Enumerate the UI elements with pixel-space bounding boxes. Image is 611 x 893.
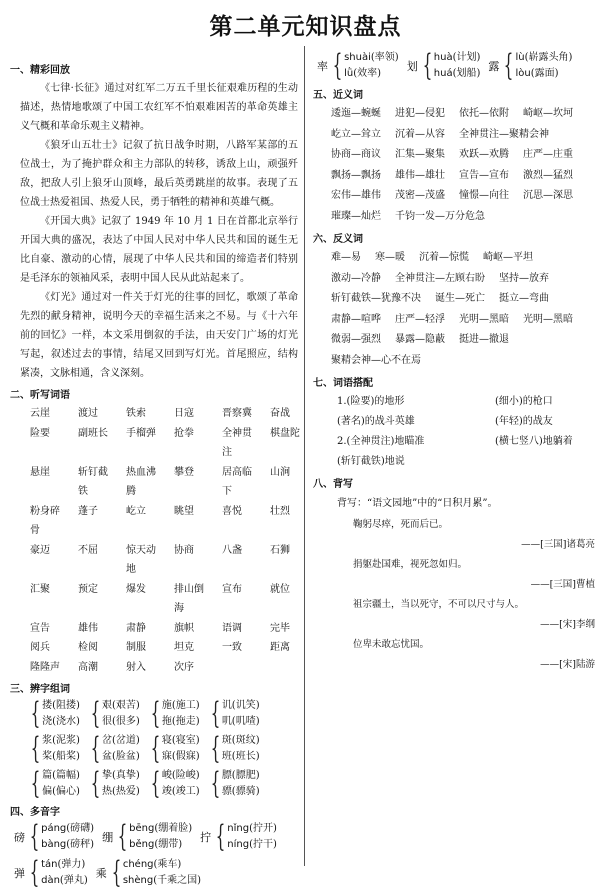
pinyin: huá <box>433 68 453 79</box>
synonym-line <box>331 125 603 146</box>
antonym-pair: 挺进—撤退 <box>459 334 509 345</box>
antonym-pair: 寒—暖 <box>375 252 405 263</box>
antonym-pair: 微弱—强烈 <box>331 334 381 345</box>
char-pair <box>206 733 260 765</box>
dictation-word: 制服 <box>126 642 146 653</box>
char-word: 斑(斑纹) <box>221 735 260 746</box>
polyphone-char: 绷 <box>102 831 114 844</box>
polyphone-reading <box>123 857 201 873</box>
dictation-word: 手榴弹 <box>126 427 156 439</box>
dictation-word: 隆隆声 <box>30 661 60 673</box>
synonym-pair: 庄严—庄重 <box>523 149 573 160</box>
char-distinguish-row <box>26 698 300 730</box>
synonym-pair: 屹立—耸立 <box>331 128 381 140</box>
char-word: 挚(真挚) <box>102 770 140 781</box>
antonym-line <box>331 269 603 290</box>
char-word: 骠(骠骑) <box>221 786 260 797</box>
polyphone-group <box>14 821 94 853</box>
antonym-list <box>331 248 603 371</box>
polyphone-word: (千乘之国) <box>153 875 202 886</box>
char-word: 桨(船桨) <box>42 751 80 762</box>
char-word: 班(班长) <box>221 751 260 762</box>
char-word: 峻(险峻) <box>161 770 200 781</box>
dictation-word: 全神贯注 <box>222 427 252 458</box>
antonym-line <box>331 351 603 372</box>
char-pair-words <box>222 768 260 800</box>
poem-line: 祖宗疆土，当以死守，不可以尺寸与人。 <box>353 599 525 610</box>
review-paragraph: 《开国大典》记叙了 1949 年 10 月 1 日在首都北京举行开国大典的盛况，表达了中国人民对中华人民共和国的诞生无比自豪、激动的心情，展现了中华人民共和国的缔造者们特别是毛泽东的领袖风采，表明中国人民从此站起来了。 <box>20 216 298 284</box>
synonym-pair: 雄伟—雄壮 <box>395 169 445 181</box>
polyphone-group <box>407 50 481 82</box>
collocation-item: (细小)的枪口 <box>495 396 553 407</box>
dictation-word: 坦克 <box>174 642 194 653</box>
pinyin: běng <box>129 839 155 850</box>
dictation-word: 爆发 <box>126 583 146 595</box>
polyphone-reading <box>434 66 481 82</box>
dictation-word: 屹立 <box>126 505 146 517</box>
char-pair-words <box>102 733 140 765</box>
page-title: 第二单元知识盘点 <box>209 13 402 40</box>
brace-symbol: { <box>29 819 40 854</box>
collocation-list <box>337 392 603 472</box>
polyphone-word: (划船) <box>452 68 481 79</box>
polyphone-word: (绷着脸) <box>154 823 193 834</box>
char-word: 搂(阻搂) <box>42 700 80 711</box>
polyphone-reading <box>41 857 88 873</box>
synonym-pair: 汇集—聚集 <box>395 149 445 160</box>
antonym-pair: 斩钉截铁—犹豫不决 <box>331 293 421 304</box>
synonym-pair: 逶迤—蜿蜒 <box>331 108 381 119</box>
pinyin: páng <box>41 823 67 834</box>
pinyin: nǐng <box>227 823 250 834</box>
polyphone-reading <box>344 50 399 66</box>
polyphone-readings <box>41 857 88 889</box>
char-pair <box>26 698 80 730</box>
dictation-word: 石狮 <box>270 544 290 556</box>
polyphone-readings <box>123 857 201 889</box>
polyphone-readings <box>227 821 277 853</box>
polyphone-char: 弹 <box>14 867 25 880</box>
polyphone-group <box>200 821 277 853</box>
polyphone-row <box>317 50 603 82</box>
dictation-word: 悬崖 <box>30 466 50 478</box>
polyphone-group <box>488 50 572 82</box>
dictation-word: 山涧 <box>270 466 290 478</box>
synonym-pair: 崎岖—坎坷 <box>523 108 573 119</box>
poem-line: 捐躯赴国难，视死忽如归。 <box>353 559 468 570</box>
synonym-pair: 璀璨—灿烂 <box>331 210 381 222</box>
char-pair-words <box>42 733 80 765</box>
dictation-word: 日寇 <box>174 408 194 419</box>
dictation-word: 渡过 <box>78 408 98 419</box>
dictation-word: 就位 <box>270 583 290 595</box>
char-pair <box>86 733 140 765</box>
char-word: 岔(岔道) <box>102 735 140 746</box>
dictation-word: 宣告 <box>30 622 50 634</box>
pinyin: chéng <box>122 859 154 870</box>
collocation-item: (横七竖八)地躺着 <box>495 436 573 447</box>
dictation-word: 射入 <box>126 661 146 673</box>
char-pair <box>86 768 140 800</box>
dictation-word: 不屈 <box>78 544 98 556</box>
polyphone-reading <box>41 873 88 889</box>
polyphone-reading <box>41 837 94 853</box>
brace-symbol: { <box>150 731 161 766</box>
pinyin: huà <box>433 52 453 63</box>
synonym-pair: 沉思—深思 <box>523 190 573 201</box>
polyphone-readings <box>434 50 481 82</box>
dictation-word: 高潮 <box>78 661 98 673</box>
polyphone-char: 率 <box>317 60 328 73</box>
char-word: 热(热爱) <box>102 786 140 797</box>
pinyin: tán <box>41 859 58 870</box>
dictation-word: 语调 <box>222 622 242 634</box>
polyphone-char: 拧 <box>200 831 212 844</box>
char-word: 很(很多) <box>102 716 140 727</box>
section-heading-recite: 八、背写 <box>313 479 353 490</box>
char-word: 寐(假寐) <box>161 751 200 762</box>
polyphone-reading <box>516 50 573 66</box>
collocation-item: 1.(险要)的地形 <box>337 396 405 407</box>
antonym-pair: 激动—冷静 <box>331 272 381 284</box>
char-pair <box>146 733 200 765</box>
char-word: 浇(浇水) <box>42 716 80 727</box>
dictation-word: 一致 <box>222 642 242 653</box>
dictation-word: 惊天动地 <box>126 544 156 575</box>
polyphone-word: (率领) <box>370 52 399 63</box>
dictation-word: 汇聚 <box>30 583 50 595</box>
char-word: 浆(泥浆) <box>42 735 80 746</box>
dictation-word: 居高临下 <box>222 466 252 497</box>
polyphone-readings <box>41 821 94 853</box>
synonym-line <box>331 145 603 166</box>
polyphone-word: (拧开) <box>249 823 277 834</box>
brace-symbol: { <box>332 48 343 83</box>
dictation-word: 奋战 <box>270 408 290 419</box>
char-pair-words <box>42 698 80 730</box>
char-word: 盆(脸盆) <box>102 751 140 762</box>
polyphone-word: (弹力) <box>57 859 86 870</box>
polyphone-reading <box>434 50 481 66</box>
pinyin: bēng <box>129 823 155 834</box>
dictation-word: 雄伟 <box>78 622 98 634</box>
section-heading-review: 一、精彩回放 <box>10 65 70 76</box>
dictation-word: 排山倒海 <box>174 583 204 614</box>
poem-line: 鞠躬尽瘁，死而后已。 <box>353 519 449 530</box>
dictation-word: 八盏 <box>222 544 242 556</box>
antonym-pair: 坚持—放弃 <box>499 272 549 284</box>
char-word: 施(施工) <box>161 700 200 711</box>
review-paragraph: 《七律·长征》通过对红军二万五千里长征艰难历程的生动描述，热情地歌颂了中国工农红军不怕艰难困苦的革命英雄主义气概和革命乐观主义精神。 <box>20 83 298 132</box>
char-word: 篇(篇幅) <box>42 770 80 781</box>
collocation-item: (斩钉截铁)地说 <box>337 456 405 467</box>
char-word: 偏(偏心) <box>42 786 80 797</box>
synonym-pair: 茂密—茂盛 <box>395 190 445 201</box>
pinyin: bàng <box>41 839 67 850</box>
char-word: 竣(竣工) <box>161 786 200 797</box>
pinyin: níng <box>227 839 250 850</box>
brace-symbol: { <box>150 696 161 731</box>
dictation-word: 完毕 <box>270 622 290 634</box>
pinyin: shèng <box>122 875 154 886</box>
dictation-word: 预定 <box>78 583 98 595</box>
brace-symbol: { <box>90 696 101 731</box>
synonym-line <box>331 186 603 207</box>
recite-poems <box>313 515 603 675</box>
polyphone-word: (磅礴) <box>66 823 95 834</box>
synonym-pair: 宣告—宣布 <box>459 169 509 181</box>
synonym-line <box>331 166 603 187</box>
synonym-pair: 憧憬—向往 <box>459 190 509 201</box>
dictation-word: 宣布 <box>222 583 242 595</box>
dictation-word: 攀登 <box>174 466 194 478</box>
brace-symbol: { <box>90 731 101 766</box>
section-heading-collocations: 七、词语搭配 <box>313 378 373 389</box>
dictation-word: 蓬子 <box>78 505 98 517</box>
polyphone-word: (磅秤) <box>66 839 95 850</box>
char-pair-words <box>42 768 80 800</box>
polyphone-group <box>96 857 201 889</box>
synonym-pair: 依托—依附 <box>459 108 509 119</box>
char-pair-words <box>162 768 200 800</box>
polyphone-word: (效率) <box>353 68 382 79</box>
synonym-line <box>331 207 603 228</box>
brace-symbol: { <box>111 855 122 890</box>
review-paragraph: 《狼牙山五壮士》记叙了抗日战争时期，八路军某部的五位战士，为了掩护群众和主力部队的转移，诱敌上山，顽强歼敌，把敌人引上狼牙山顶峰，最后英勇跳崖的故事。表现了五位战士热爱祖国、热爱人民，勇于牺牲的精神和英雄气概。 <box>20 140 298 208</box>
dictation-word: 副班长 <box>78 427 108 439</box>
brace-symbol: { <box>30 731 41 766</box>
antonym-line <box>331 330 603 351</box>
synonym-pair: 全神贯注—聚精会神 <box>459 128 549 140</box>
brace-symbol: { <box>210 766 221 801</box>
synonym-pair: 沉着—从容 <box>395 128 445 140</box>
antonym-pair: 诞生—死亡 <box>435 293 485 304</box>
dictation-word: 距离 <box>270 642 290 653</box>
brace-symbol: { <box>215 819 226 854</box>
antonym-pair: 沉着—惊慌 <box>419 252 469 263</box>
collocation-item <box>495 452 603 472</box>
char-distinguish-row <box>26 733 300 765</box>
dictation-word: 云崖 <box>30 408 50 419</box>
char-word: 艰(艰苦) <box>102 700 140 711</box>
poem-line: 位卑未敢忘忧国。 <box>353 639 430 650</box>
polyphone-word: (拧干) <box>249 839 277 850</box>
polyphone-word: (乘车) <box>153 859 182 870</box>
polyphone-reading <box>123 873 201 889</box>
char-pair <box>206 768 260 800</box>
collocation-item: (著名)的战斗英雄 <box>337 416 415 427</box>
brace-symbol: { <box>210 696 221 731</box>
synonym-pair: 千钧一发—万分危急 <box>395 210 485 222</box>
dictation-word: 棋盘陀 <box>270 427 300 439</box>
dictation-word: 晋察冀 <box>222 408 252 419</box>
brace-symbol: { <box>210 731 221 766</box>
polyphone-word: (计划) <box>452 52 481 63</box>
dictation-word: 阅兵 <box>30 642 50 653</box>
char-pair-words <box>162 698 200 730</box>
pinyin: lù <box>515 52 525 63</box>
polyphone-reading <box>129 821 192 837</box>
polyphone-reading <box>227 821 277 837</box>
brace-symbol: { <box>422 48 433 83</box>
antonym-line <box>331 289 603 310</box>
dictation-word: 旗帜 <box>174 622 194 634</box>
char-pair-words <box>102 768 140 800</box>
synonym-line <box>331 104 603 125</box>
polyphone-group <box>14 857 88 889</box>
section-heading-antonyms: 六、反义词 <box>313 234 363 245</box>
antonym-line <box>331 310 603 331</box>
antonym-pair: 难—易 <box>331 252 361 263</box>
dictation-word: 粉身碎骨 <box>30 505 60 536</box>
char-distinguish-row <box>26 768 300 800</box>
pinyin: lǜ <box>344 68 354 79</box>
synonym-pair: 宏伟—雄伟 <box>331 190 381 201</box>
pinyin: lòu <box>515 68 531 79</box>
section-heading-char-distinguish: 三、辨字组词 <box>10 684 70 695</box>
polyphone-group <box>102 821 192 853</box>
section-heading-synonyms: 五、近义词 <box>313 90 363 101</box>
dictation-word: 铁索 <box>126 408 146 419</box>
polyphone-word: (弹丸) <box>59 875 88 886</box>
antonym-pair: 光明—黑暗 <box>459 313 509 325</box>
char-word: 拖(拖走) <box>161 716 200 727</box>
dictation-word: 检阅 <box>78 642 98 653</box>
pinyin: shuài <box>344 52 371 63</box>
poem-author: ——[三国]曹植 <box>530 579 595 590</box>
polyphone-reading <box>344 66 399 82</box>
dictation-word: 壮烈 <box>270 505 290 517</box>
polyphone-readings <box>129 821 192 853</box>
polyphone-word: (崭露头角) <box>524 52 573 63</box>
polyphone-char: 乘 <box>95 867 107 880</box>
char-pair <box>146 698 200 730</box>
polyphone-reading <box>41 821 94 837</box>
brace-symbol: { <box>150 766 161 801</box>
antonym-pair: 肃静—喧哗 <box>331 313 381 325</box>
polyphone-reading <box>129 837 192 853</box>
polyphone-readings <box>516 50 573 82</box>
polyphone-row <box>14 857 300 889</box>
brace-symbol: { <box>29 855 40 890</box>
char-pair <box>146 768 200 800</box>
char-word: 叽(叽喳) <box>221 716 260 727</box>
dictation-word: 喜悦 <box>222 505 242 517</box>
brace-symbol: { <box>30 766 41 801</box>
antonym-pair: 聚精会神—心不在焉 <box>331 354 421 366</box>
char-pair <box>26 733 80 765</box>
brace-symbol: { <box>504 48 514 83</box>
review-paragraph: 《灯光》通过对一件关于灯光的往事的回忆，歌颂了革命先烈的献身精神，说明今天的幸福生活来之不易。与《十六年前的回忆》一样，本文采用倒叙的手法，由天安门广场的灯光写起，叙述过去的事情，结尾又回到写灯光。首尾照应，结构紧凑，文脉相通，含义深刻。 <box>20 292 298 379</box>
left-column <box>10 58 300 893</box>
column-divider <box>304 46 305 866</box>
char-pair-words <box>102 698 140 730</box>
polyphone-word: (露面) <box>530 68 559 79</box>
synonym-pair: 协商—商议 <box>331 149 381 160</box>
dictation-word: 肃静 <box>126 622 146 634</box>
poem-author: ——[宋]陆游 <box>540 659 595 670</box>
dictation-word: 抢拳 <box>174 427 194 439</box>
synonym-pair: 飘扬—飘扬 <box>331 169 381 181</box>
polyphone-group <box>317 50 399 82</box>
antonym-pair: 光明—黑暗 <box>523 313 573 325</box>
polyphone-row <box>14 821 300 853</box>
polyphone-char: 划 <box>406 60 418 73</box>
char-pair-words <box>162 733 200 765</box>
dictation-word: 热血沸腾 <box>126 466 156 497</box>
char-word: 膘(膘肥) <box>221 770 260 781</box>
collocation-item: (年轻)的战友 <box>495 416 553 427</box>
dictation-word: 豪迈 <box>30 544 50 556</box>
brace-symbol: { <box>90 766 101 801</box>
dictation-word: 眺望 <box>174 505 194 517</box>
char-word: 寝(寝室) <box>161 735 200 746</box>
collocation-item: 2.(全神贯注)地瞄准 <box>337 436 425 447</box>
char-pair <box>26 768 80 800</box>
brace-symbol: { <box>30 696 41 731</box>
polyphone-word: (绷带) <box>154 839 183 850</box>
antonym-line <box>331 248 603 269</box>
brace-symbol: { <box>117 819 128 854</box>
recite-intro: 背写：“语文园地”中的“日积月累”。 <box>337 498 498 509</box>
char-pair-words <box>222 698 260 730</box>
section-heading-dictation: 二、听写词语 <box>10 390 70 401</box>
section-heading-polyphones: 四、多音字 <box>10 807 60 818</box>
antonym-pair: 挺立—弯曲 <box>499 293 549 304</box>
dictation-word: 险要 <box>30 427 50 439</box>
char-distinguish-table <box>10 698 300 800</box>
polyphone-readings <box>344 50 399 82</box>
synonym-pair: 欢跃—欢腾 <box>459 149 509 160</box>
antonym-pair: 崎岖—平坦 <box>483 252 533 263</box>
synonym-list <box>331 104 603 227</box>
dictation-word-grid <box>30 404 300 677</box>
dictation-word: 次序 <box>174 661 194 673</box>
right-column <box>313 50 603 675</box>
antonym-pair: 全神贯注—左顾右盼 <box>395 272 485 284</box>
poem-author: ——[三国]诸葛亮 <box>521 539 595 550</box>
char-pair <box>206 698 260 730</box>
char-pair-words <box>222 733 260 765</box>
polyphone-reading <box>227 837 277 853</box>
poem-author: ——[宋]李纲 <box>540 619 595 630</box>
polyphone-char: 露 <box>488 60 500 73</box>
dictation-word: 协商 <box>174 544 194 556</box>
dictation-word: 斩钉截铁 <box>78 466 108 497</box>
char-word: 讥(讥笑) <box>221 700 260 711</box>
char-pair <box>86 698 140 730</box>
antonym-pair: 暴露—隐蔽 <box>395 334 445 345</box>
synonym-pair: 激烈—猛烈 <box>523 169 573 181</box>
pinyin: dàn <box>41 875 60 886</box>
polyphone-char: 磅 <box>14 831 25 844</box>
antonym-pair: 庄严—轻浮 <box>395 313 445 325</box>
polyphone-reading <box>516 66 573 82</box>
synonym-pair: 进犯—侵犯 <box>395 108 445 119</box>
